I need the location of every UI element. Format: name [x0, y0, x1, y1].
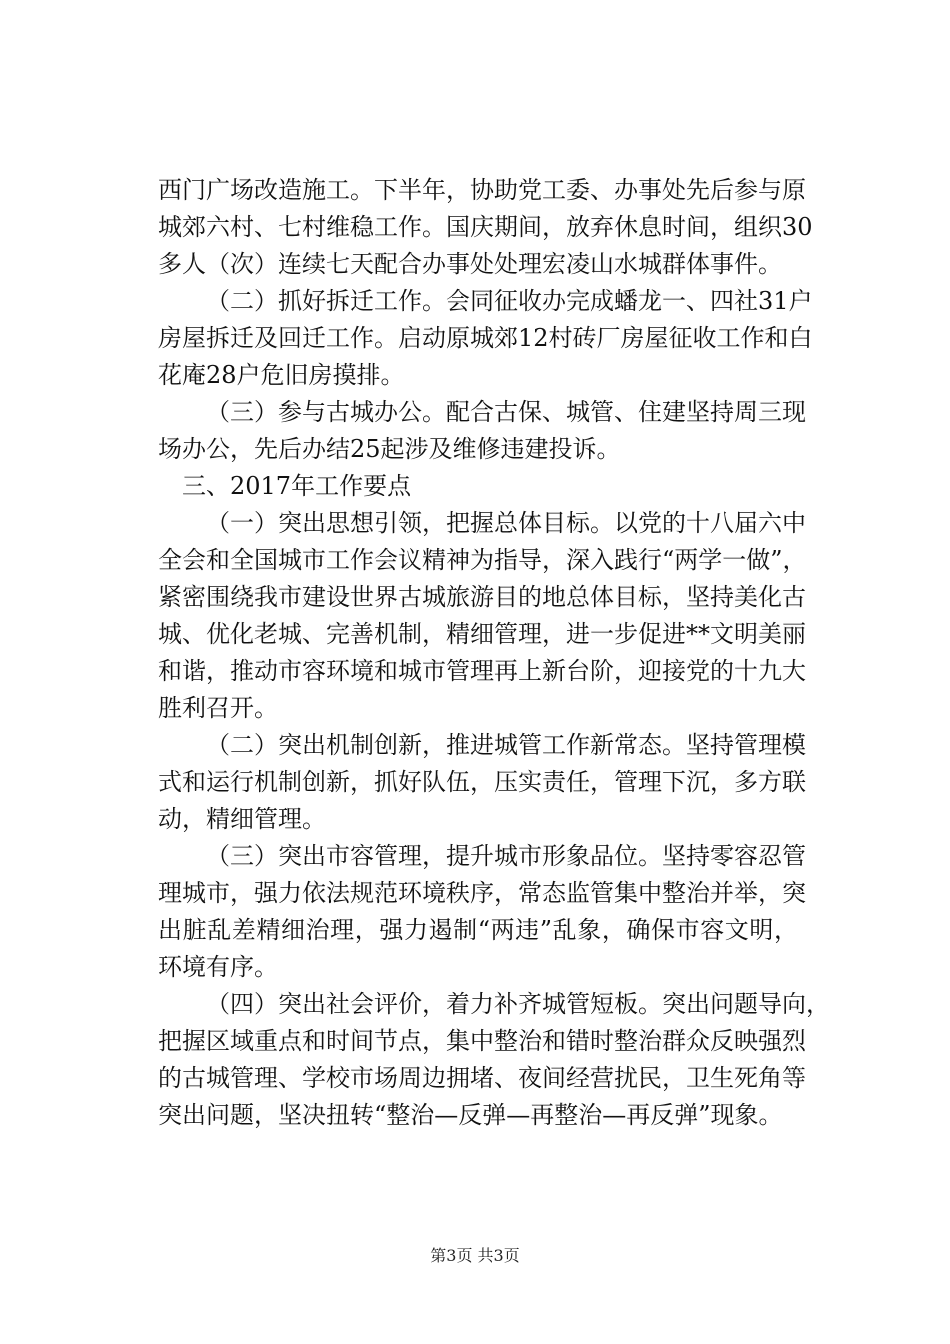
text-line: 多人（次）连续七天配合办事处处理宏凌山水城群体事件。: [158, 250, 782, 278]
text-line: 紧密围绕我市建设世界古城旅游目的地总体目标，坚持美化古: [158, 583, 806, 611]
text-line: 突出问题，坚决扭转“整治—反弹—再整治—再反弹”现象。: [158, 1101, 783, 1129]
text-line: 理城市，强力依法规范环境秩序，常态监管集中整治并举，突: [158, 879, 806, 907]
text-line: 房屋拆迁及回迁工作。启动原城郊12村砖厂房屋征收工作和白: [158, 324, 813, 352]
text-line: 出脏乱差精细治理，强力遏制“两违”乱象，确保市容文明，: [158, 916, 798, 944]
text-line: 全会和全国城市工作会议精神为指导，深入践行“两学一做”，: [158, 546, 807, 574]
text-line: 式和运行机制创新，抓好队伍，压实责任，管理下沉，多方联: [158, 768, 806, 796]
text-line: 和谐，推动市容环境和城市管理再上新台阶，迎接党的十九大: [158, 657, 806, 685]
page-footer: 第3页 共3页: [430, 1246, 520, 1265]
text-line: 西门广场改造施工。下半年，协助党工委、办事处先后参与原: [158, 176, 806, 204]
paragraph: [158, 283, 813, 394]
text-line: 环境有序。: [158, 953, 278, 981]
text-line: 城、优化老城、完善机制，精细管理，进一步促进**文明美丽: [158, 620, 806, 648]
text-line: （三）突出市容管理，提升城市形象品位。坚持零容忍管: [206, 842, 806, 870]
paragraph: [158, 986, 830, 1134]
paragraph: [158, 505, 807, 727]
text-line: 把握区域重点和时间节点，集中整治和错时整治群众反映强烈: [158, 1027, 806, 1055]
text-line: （二）抓好拆迁工作。会同征收办完成蟠龙一、四社31户: [206, 287, 813, 315]
document-body: [158, 172, 830, 1134]
paragraph: [158, 727, 806, 838]
text-line: 场办公，先后办结25起涉及维修违建投诉。: [158, 435, 621, 463]
text-line: 动，精细管理。: [158, 805, 326, 833]
paragraph: [158, 394, 806, 468]
text-line: 的古城管理、学校市场周边拥堵、夜间经营扰民，卫生死角等: [158, 1064, 806, 1092]
text-line: （二）突出机制创新，推进城管工作新常态。坚持管理模: [206, 731, 806, 759]
text-line: 胜利召开。: [158, 694, 278, 722]
paragraph: [158, 838, 806, 986]
paragraph: [158, 172, 813, 283]
paragraph: [158, 468, 798, 505]
text-line: （三）参与古城办公。配合古保、城管、住建坚持周三现: [206, 398, 806, 426]
text-line: （一）突出思想引领，把握总体目标。以党的十八届六中: [206, 509, 806, 537]
text-line: 花庵28户危旧房摸排。: [158, 361, 405, 389]
text-line: （四）突出社会评价，着力补齐城管短板。突出问题导向，: [206, 990, 830, 1018]
section-heading: 三、2017年工作要点: [182, 472, 412, 500]
text-line: 城郊六村、七村维稳工作。国庆期间，放弃休息时间，组织30: [158, 213, 813, 241]
